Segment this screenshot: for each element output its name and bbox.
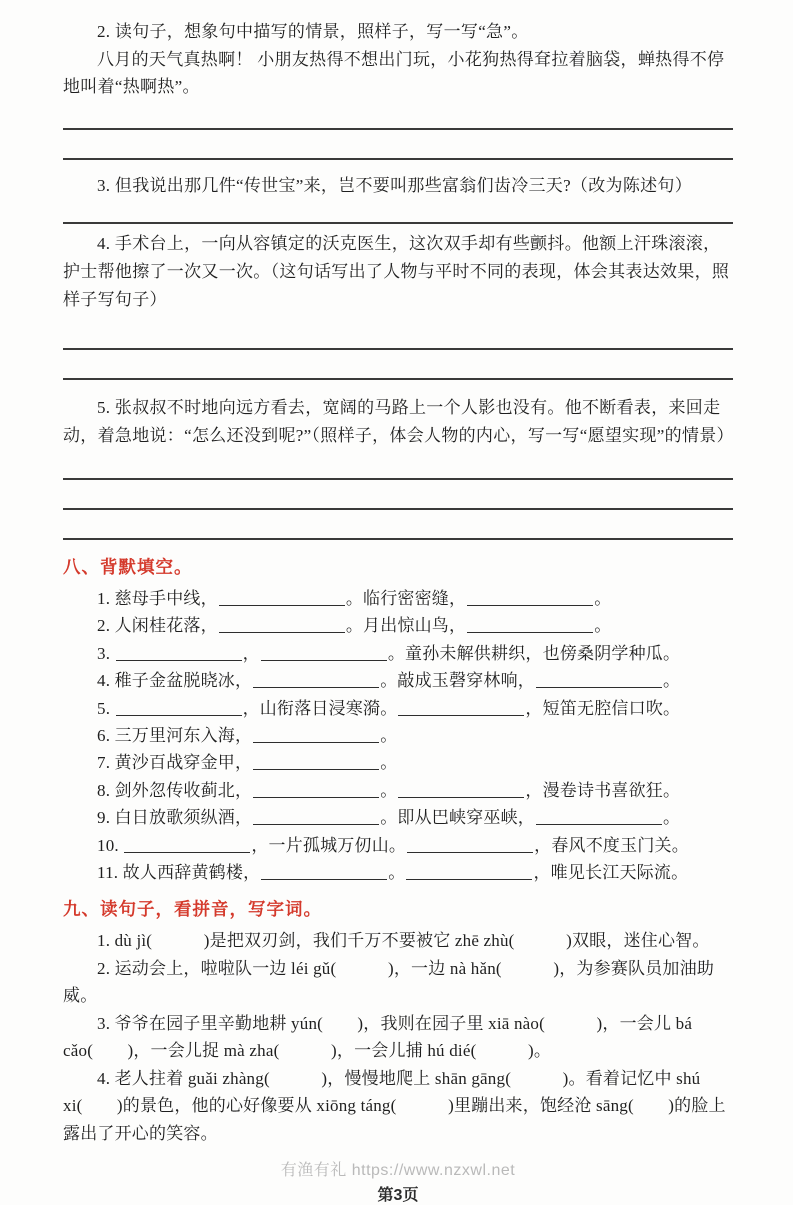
blank-underline [253,672,379,688]
blank-underline [467,617,593,633]
section-8 [63,554,733,886]
question-4-text: 4. 手术台上，一向从容镇定的沃克医生，这次双手却有些颤抖。他额上汗珠滚滚，护士帮他擦了一次又一次。（这句话写出了人物与平时不同的表现，体会其表达效果，照样子写句子） [63,234,730,309]
fill-item-6: 6. 三万里河东入海， 。 [97,726,398,746]
pinyin-item-3: 3. 爷爷在园子里辛勤地耕 yún( )，我则在园子里 xiā nào( )，一会儿 bá cǎo( )，一会儿捉 mà zha( )，一会儿捕 hú dié( )。 [63,1013,693,1061]
section-9 [63,896,733,1147]
fill-item-2: 2. 人闲桂花落， 。月出惊山鸟， 。 [97,616,612,636]
footer-watermark: 有渔有礼 https://www.nzxwl.net [280,1162,516,1180]
question-3-answer-area [63,200,733,224]
blank-underline [407,837,533,853]
fill-item-4: 4. 稚子金盆脱晓冰， 。敲成玉磬穿林响， 。 [97,671,681,691]
blank-underline [116,700,242,716]
section-8-title: 八、背默填空。 [63,557,193,577]
blank-underline [219,590,345,606]
fill-item-5: 5. ，山衔落日浸寒漪。 ，短笛无腔信口吹。 [97,698,681,718]
answer-line [63,100,733,130]
question-2-answer-area [63,100,733,160]
question-4 [63,230,733,380]
question-5-answer-area [63,450,733,540]
blank-underline [253,754,379,770]
pinyin-item-2: 2. 运动会上，啦啦队一边 léi gǔ( )，一边 nà hǎn( )，为参赛队员加油助威。 [63,958,715,1006]
answer-line [63,130,733,160]
blank-underline [536,672,662,688]
answer-line [63,322,733,350]
page-footer [63,1157,733,1205]
blank-underline [124,837,250,853]
blank-underline [116,645,242,661]
question-2-text: 2. 读句子，想象句中描写的情景，照样子，写一写“急”。 [97,22,529,41]
pinyin-item-1: 1. dù jì( )是把双刃剑，我们千万不要被它 zhē zhù( )双眼，迷住心智。 [97,931,710,951]
question-5 [63,394,733,540]
fill-item-1: 1. 慈母手中线， 。临行密密缝， 。 [97,589,612,608]
question-5-text: 5. 张叔叔不时地向远方看去，宽阔的马路上一个人影也没有。他不断看表，来回走动，着急地说：“怎么还没到呢?”（照样子，体会人物的内心，写一写“愿望实现”的情景） [63,398,734,445]
blank-underline [406,864,532,880]
question-2 [63,18,733,160]
blank-underline [398,782,524,798]
answer-line [63,350,733,380]
blank-underline [536,809,662,825]
page-number: 第3页 [377,1187,419,1205]
blank-underline [253,727,379,743]
answer-line [63,450,733,480]
blank-underline [398,700,524,716]
blank-underline [261,645,387,661]
pinyin-item-4: 4. 老人拄着 guǎi zhàng( )，慢慢地爬上 shān gāng( )。看着记忆中 shú xi( )的景色，他的心好像要从 xiōng táng( )里蹦出来，饱经沧 sāng( )的脸上露出了开心的笑容。 [63,1068,726,1143]
blank-underline [467,590,593,606]
blank-underline [261,864,387,880]
answer-line [63,510,733,540]
answer-line [63,480,733,510]
blank-underline [253,809,379,825]
section-8-rows [63,585,733,886]
fill-item-10: 10. ，一片孤城万仞山。 ，春风不度玉门关。 [97,835,689,855]
answer-line [63,200,733,224]
question-4-answer-area [63,322,733,380]
question-3-text: 3. 但我说出那几件“传世宝”来，岂不要叫那些富翁们齿冷三天?（改为陈述句） [97,176,693,195]
section-9-title: 九、读句子，看拼音，写字词。 [63,899,322,920]
blank-underline [219,617,345,633]
question-2-example: 八月的天气真热啊！ 小朋友热得不想出门玩，小花狗热得耷拉着脑袋，蝉热得不停地叫着“热啊热”。 [63,50,725,96]
fill-item-7: 7. 黄沙百战穿金甲， 。 [97,753,398,773]
fill-item-11: 11. 故人西辞黄鹤楼， 。 ，唯见长江天际流。 [97,863,689,883]
fill-item-8: 8. 剑外忽传收蓟北， 。 ，漫卷诗书喜欲狂。 [97,780,681,800]
fill-item-3: 3. ， 。童孙未解供耕织，也傍桑阴学种瓜。 [97,643,681,663]
question-3 [63,172,733,224]
blank-underline [253,782,379,798]
fill-item-9: 9. 白日放歌须纵酒， 。即从巴峡穿巫峡， 。 [97,808,681,828]
